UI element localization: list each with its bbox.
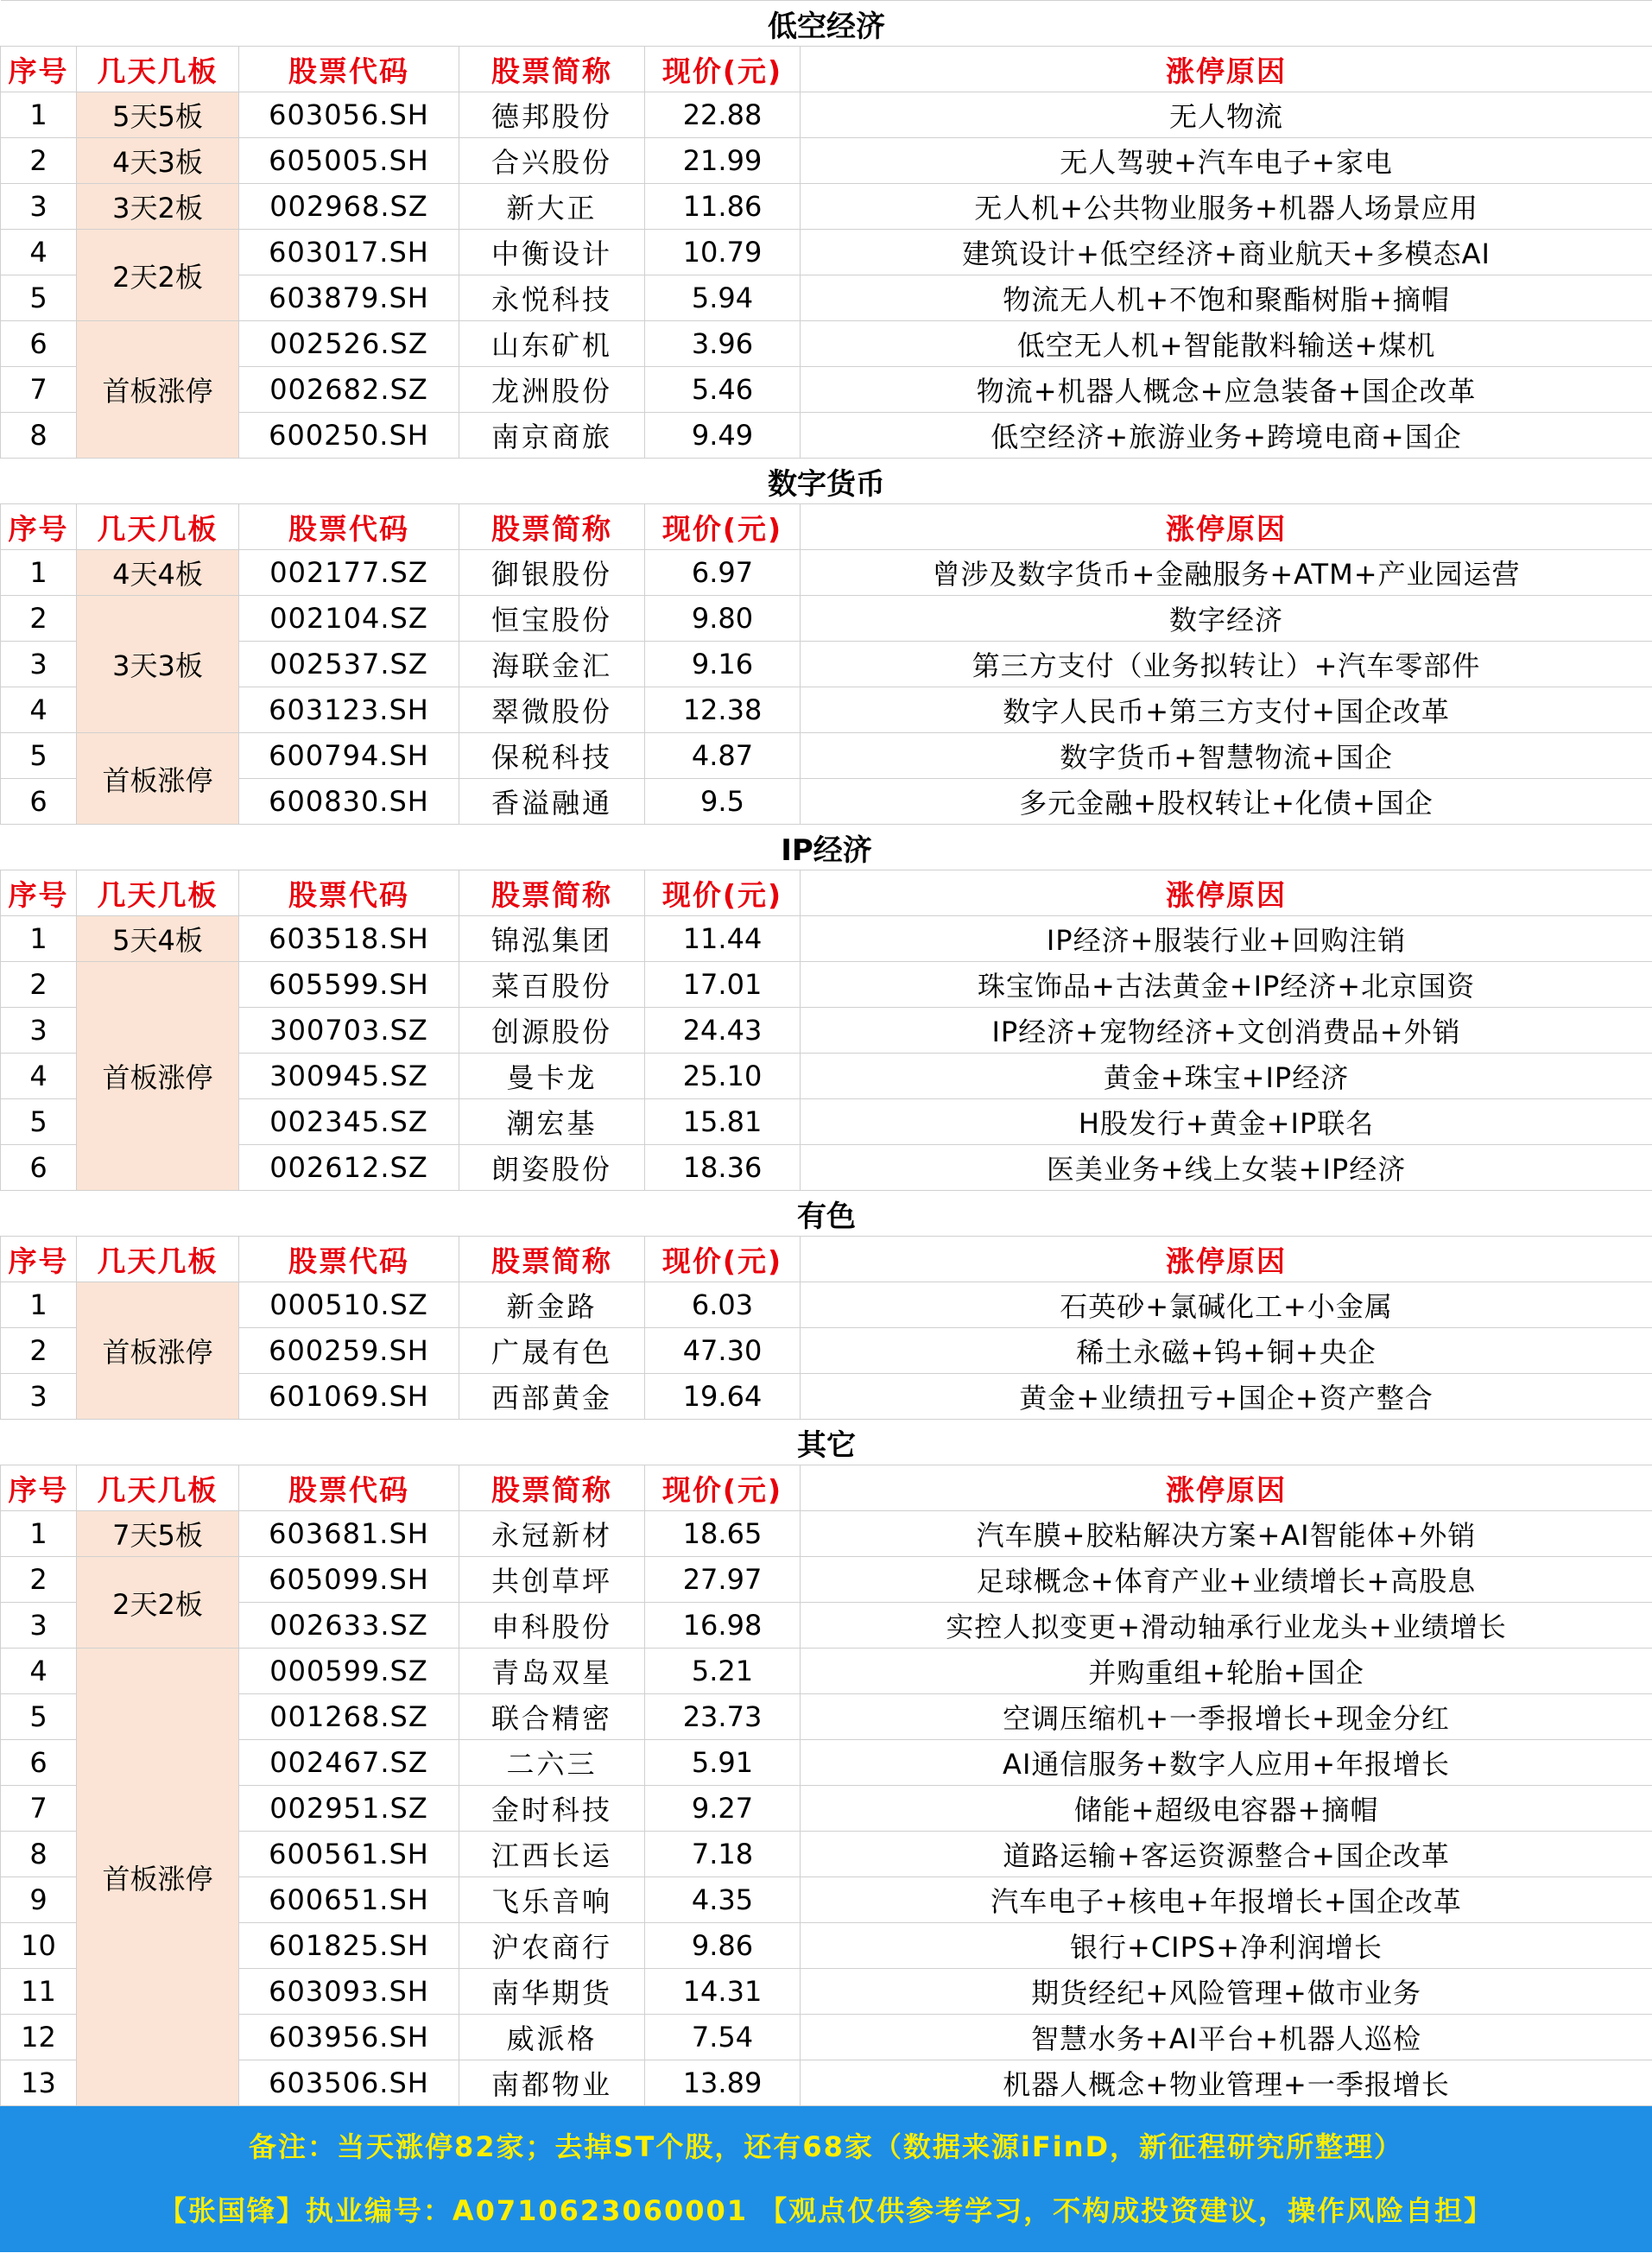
stock-code: 601069.SH <box>239 1374 459 1420</box>
current-price: 9.49 <box>645 413 801 459</box>
row-number: 4 <box>1 687 77 733</box>
current-price: 18.65 <box>645 1511 801 1557</box>
limit-up-reason: 实控人拟变更+滑动轴承行业龙头+业绩增长 <box>801 1603 1652 1649</box>
stock-code: 002682.SZ <box>239 367 459 413</box>
stock-code: 603518.SH <box>239 916 459 962</box>
table-row <box>1 596 1652 642</box>
stock-code: 605599.SH <box>239 962 459 1008</box>
stock-code: 603506.SH <box>239 2060 459 2106</box>
column-header: 现价(元) <box>645 47 801 92</box>
limit-up-reason: 第三方支付（业务拟转让）+汽车零部件 <box>801 642 1652 687</box>
row-number: 1 <box>1 916 77 962</box>
current-price: 9.80 <box>645 596 801 642</box>
table-row <box>1 184 1652 230</box>
table-row <box>1 92 1652 138</box>
row-number: 5 <box>1 733 77 779</box>
row-number: 6 <box>1 1740 77 1786</box>
limit-up-reason: 智慧水务+AI平台+机器人巡检 <box>801 2015 1652 2060</box>
column-header: 序号 <box>1 870 77 916</box>
row-number: 4 <box>1 230 77 275</box>
footer-note: 备注：当天涨停82家；去掉ST个股，还有68家（数据来源iFinD，新征程研究所整理） <box>248 2130 1404 2163</box>
stock-name: 朗姿股份 <box>459 1145 645 1191</box>
stock-code: 603093.SH <box>239 1969 459 2015</box>
current-price: 14.31 <box>645 1969 801 2015</box>
column-header: 涨停原因 <box>801 1465 1652 1511</box>
row-number: 3 <box>1 1008 77 1054</box>
stock-name: 威派格 <box>459 2015 645 2060</box>
column-header: 序号 <box>1 1237 77 1282</box>
column-header: 股票代码 <box>239 1465 459 1511</box>
stock-code: 000510.SZ <box>239 1282 459 1328</box>
limit-up-reason: 期货经纪+风险管理+做市业务 <box>801 1969 1652 2015</box>
row-number: 6 <box>1 779 77 825</box>
board-count: 4天4板 <box>77 550 239 596</box>
row-number: 6 <box>1 321 77 367</box>
stock-code: 002345.SZ <box>239 1099 459 1145</box>
table-row <box>1 138 1652 184</box>
stock-name: 龙洲股份 <box>459 367 645 413</box>
column-header: 涨停原因 <box>801 504 1652 550</box>
row-number: 4 <box>1 1054 77 1099</box>
stock-code: 002177.SZ <box>239 550 459 596</box>
row-number: 1 <box>1 92 77 138</box>
current-price: 5.46 <box>645 367 801 413</box>
board-count: 3天3板 <box>77 596 239 733</box>
current-price: 9.5 <box>645 779 801 825</box>
limit-up-reason: 银行+CIPS+净利润增长 <box>801 1923 1652 1969</box>
current-price: 4.35 <box>645 1877 801 1923</box>
column-header-row <box>1 870 1652 916</box>
table-row <box>1 275 1652 321</box>
row-number: 2 <box>1 1557 77 1603</box>
stock-name: 飞乐音响 <box>459 1877 645 1923</box>
stock-code: 002951.SZ <box>239 1786 459 1832</box>
stock-name: 合兴股份 <box>459 138 645 184</box>
row-number: 2 <box>1 596 77 642</box>
column-header-row <box>1 1465 1652 1511</box>
stock-code: 605099.SH <box>239 1557 459 1603</box>
table-row <box>1 1740 1652 1786</box>
section-title-row <box>1 1420 1652 1465</box>
table-row <box>1 1099 1652 1145</box>
stock-name: 江西长运 <box>459 1832 645 1877</box>
table-row <box>1 1694 1652 1740</box>
section-title-row <box>1 459 1652 504</box>
stock-name: 永悦科技 <box>459 275 645 321</box>
stock-name: 山东矿机 <box>459 321 645 367</box>
current-price: 47.30 <box>645 1328 801 1374</box>
row-number: 5 <box>1 275 77 321</box>
stock-code: 600651.SH <box>239 1877 459 1923</box>
column-header: 股票代码 <box>239 47 459 92</box>
table-row <box>1 916 1652 962</box>
table-row <box>1 230 1652 275</box>
current-price: 15.81 <box>645 1099 801 1145</box>
stock-code: 600561.SH <box>239 1832 459 1877</box>
section-title: 低空经济 <box>1 1 1652 47</box>
current-price: 17.01 <box>645 962 801 1008</box>
column-header-row <box>1 47 1652 92</box>
column-header: 股票简称 <box>459 1465 645 1511</box>
limit-up-reason: 建筑设计+低空经济+商业航天+多模态AI <box>801 230 1652 275</box>
row-number: 1 <box>1 1282 77 1328</box>
board-count: 首板涨停 <box>77 1282 239 1420</box>
table-row <box>1 1786 1652 1832</box>
current-price: 25.10 <box>645 1054 801 1099</box>
column-header: 涨停原因 <box>801 870 1652 916</box>
section-title-row <box>1 1191 1652 1237</box>
row-number: 2 <box>1 1328 77 1374</box>
stock-name: 金时科技 <box>459 1786 645 1832</box>
table-row <box>1 1877 1652 1923</box>
column-header: 几天几板 <box>77 47 239 92</box>
stock-code: 600830.SH <box>239 779 459 825</box>
stock-name: 南都物业 <box>459 2060 645 2106</box>
limit-up-reason: 汽车电子+核电+年报增长+国企改革 <box>801 1877 1652 1923</box>
section-title-row <box>1 825 1652 870</box>
row-number: 1 <box>1 1511 77 1557</box>
column-header-row <box>1 504 1652 550</box>
stock-name: 永冠新材 <box>459 1511 645 1557</box>
section-title-row <box>1 1 1652 47</box>
board-count: 5天4板 <box>77 916 239 962</box>
current-price: 21.99 <box>645 138 801 184</box>
current-price: 7.18 <box>645 1832 801 1877</box>
stock-name: 曼卡龙 <box>459 1054 645 1099</box>
table-row <box>1 321 1652 367</box>
stock-code: 002537.SZ <box>239 642 459 687</box>
column-header: 现价(元) <box>645 870 801 916</box>
table-row <box>1 367 1652 413</box>
column-header: 序号 <box>1 1465 77 1511</box>
current-price: 13.89 <box>645 2060 801 2106</box>
footer-banner <box>0 2106 1652 2252</box>
limit-up-reason: 无人驾驶+汽车电子+家电 <box>801 138 1652 184</box>
stock-code: 600259.SH <box>239 1328 459 1374</box>
current-price: 22.88 <box>645 92 801 138</box>
stock-code: 603681.SH <box>239 1511 459 1557</box>
current-price: 9.16 <box>645 642 801 687</box>
stock-name: 广晟有色 <box>459 1328 645 1374</box>
row-number: 7 <box>1 1786 77 1832</box>
table-row <box>1 642 1652 687</box>
limit-up-reason: 物流+机器人概念+应急装备+国企改革 <box>801 367 1652 413</box>
row-number: 5 <box>1 1099 77 1145</box>
limit-up-reason: H股发行+黄金+IP联名 <box>801 1099 1652 1145</box>
section-title: 有色 <box>1 1191 1652 1237</box>
row-number: 5 <box>1 1694 77 1740</box>
row-number: 4 <box>1 1649 77 1694</box>
limit-up-reason: 稀土永磁+钨+铜+央企 <box>801 1328 1652 1374</box>
table-row <box>1 413 1652 459</box>
board-count: 7天5板 <box>77 1511 239 1557</box>
column-header-row <box>1 1237 1652 1282</box>
table-row <box>1 2015 1652 2060</box>
column-header: 现价(元) <box>645 1465 801 1511</box>
row-number: 9 <box>1 1877 77 1923</box>
limit-up-reason: 空调压缩机+一季报增长+现金分红 <box>801 1694 1652 1740</box>
section-title: 其它 <box>1 1420 1652 1465</box>
stock-name: 南京商旅 <box>459 413 645 459</box>
limit-up-reason: 无人物流 <box>801 92 1652 138</box>
stock-name: 御银股份 <box>459 550 645 596</box>
limit-up-reason: IP经济+宠物经济+文创消费品+外销 <box>801 1008 1652 1054</box>
limit-up-reason: 道路运输+客运资源整合+国企改革 <box>801 1832 1652 1877</box>
board-count: 4天3板 <box>77 138 239 184</box>
stock-code: 002612.SZ <box>239 1145 459 1191</box>
current-price: 5.21 <box>645 1649 801 1694</box>
board-count: 首板涨停 <box>77 1649 239 2106</box>
stock-code: 000599.SZ <box>239 1649 459 1694</box>
row-number: 2 <box>1 962 77 1008</box>
current-price: 11.86 <box>645 184 801 230</box>
row-number: 2 <box>1 138 77 184</box>
stock-code: 002526.SZ <box>239 321 459 367</box>
row-number: 6 <box>1 1145 77 1191</box>
table-row <box>1 733 1652 779</box>
limit-up-reason: 石英砂+氯碱化工+小金属 <box>801 1282 1652 1328</box>
table-row <box>1 1832 1652 1877</box>
stock-name: 新大正 <box>459 184 645 230</box>
row-number: 8 <box>1 413 77 459</box>
limit-up-reason: AI通信服务+数字人应用+年报增长 <box>801 1740 1652 1786</box>
stock-name: 申科股份 <box>459 1603 645 1649</box>
column-header: 涨停原因 <box>801 1237 1652 1282</box>
row-number: 11 <box>1 1969 77 2015</box>
stock-code: 605005.SH <box>239 138 459 184</box>
column-header: 现价(元) <box>645 504 801 550</box>
board-count: 首板涨停 <box>77 962 239 1191</box>
table-row <box>1 2060 1652 2106</box>
limit-up-reason: 数字货币+智慧物流+国企 <box>801 733 1652 779</box>
section-title: 数字货币 <box>1 459 1652 504</box>
stock-code: 600250.SH <box>239 413 459 459</box>
limit-up-reason: 珠宝饰品+古法黄金+IP经济+北京国资 <box>801 962 1652 1008</box>
stock-code: 601825.SH <box>239 1923 459 1969</box>
limit-up-reason: 多元金融+股权转让+化债+国企 <box>801 779 1652 825</box>
current-price: 9.86 <box>645 1923 801 1969</box>
limit-up-reason: 足球概念+体育产业+业绩增长+高股息 <box>801 1557 1652 1603</box>
stock-name: 联合精密 <box>459 1694 645 1740</box>
stock-name: 菜百股份 <box>459 962 645 1008</box>
limit-up-reason: 物流无人机+不饱和聚酯树脂+摘帽 <box>801 275 1652 321</box>
limit-up-reason: 储能+超级电容器+摘帽 <box>801 1786 1652 1832</box>
column-header: 股票代码 <box>239 870 459 916</box>
stock-code: 603017.SH <box>239 230 459 275</box>
stock-name: 南华期货 <box>459 1969 645 2015</box>
column-header: 现价(元) <box>645 1237 801 1282</box>
column-header: 股票简称 <box>459 1237 645 1282</box>
limit-up-reason: 数字人民币+第三方支付+国企改革 <box>801 687 1652 733</box>
table-row <box>1 1511 1652 1557</box>
row-number: 12 <box>1 2015 77 2060</box>
table-row <box>1 962 1652 1008</box>
column-header: 股票简称 <box>459 504 645 550</box>
table-row <box>1 1374 1652 1420</box>
current-price: 6.97 <box>645 550 801 596</box>
limit-up-reason: 并购重组+轮胎+国企 <box>801 1649 1652 1694</box>
stock-code: 002968.SZ <box>239 184 459 230</box>
stock-name: 创源股份 <box>459 1008 645 1054</box>
limit-up-reason: 黄金+业绩扭亏+国企+资产整合 <box>801 1374 1652 1420</box>
column-header: 股票简称 <box>459 47 645 92</box>
current-price: 24.43 <box>645 1008 801 1054</box>
table-row <box>1 1145 1652 1191</box>
stock-name: 沪农商行 <box>459 1923 645 1969</box>
row-number: 3 <box>1 1374 77 1420</box>
board-count: 5天5板 <box>77 92 239 138</box>
stock-code: 002104.SZ <box>239 596 459 642</box>
current-price: 3.96 <box>645 321 801 367</box>
current-price: 4.87 <box>645 733 801 779</box>
stock-name: 共创草坪 <box>459 1557 645 1603</box>
limit-up-reason: 数字经济 <box>801 596 1652 642</box>
row-number: 13 <box>1 2060 77 2106</box>
stock-name: 保税科技 <box>459 733 645 779</box>
stock-name: 翠微股份 <box>459 687 645 733</box>
stock-name: 德邦股份 <box>459 92 645 138</box>
stock-code: 002467.SZ <box>239 1740 459 1786</box>
limit-up-reason: IP经济+服装行业+回购注销 <box>801 916 1652 962</box>
stock-name: 青岛双星 <box>459 1649 645 1694</box>
stock-name: 锦泓集团 <box>459 916 645 962</box>
stock-name: 二六三 <box>459 1740 645 1786</box>
footer-author-disclaimer: 【张国锋】执业编号：A0710623060001 【观点仅供参考学习，不构成投资建议，操作风险自担】 <box>158 2194 1494 2227</box>
current-price: 6.03 <box>645 1282 801 1328</box>
limit-up-reason: 医美业务+线上女装+IP经济 <box>801 1145 1652 1191</box>
stock-code: 300703.SZ <box>239 1008 459 1054</box>
stock-code: 603123.SH <box>239 687 459 733</box>
limit-up-reason: 机器人概念+物业管理+一季报增长 <box>801 2060 1652 2106</box>
stock-code: 001268.SZ <box>239 1694 459 1740</box>
current-price: 19.64 <box>645 1374 801 1420</box>
stock-name: 恒宝股份 <box>459 596 645 642</box>
board-count: 首板涨停 <box>77 733 239 825</box>
board-count: 首板涨停 <box>77 321 239 459</box>
row-number: 7 <box>1 367 77 413</box>
current-price: 12.38 <box>645 687 801 733</box>
current-price: 11.44 <box>645 916 801 962</box>
current-price: 27.97 <box>645 1557 801 1603</box>
row-number: 10 <box>1 1923 77 1969</box>
table-row <box>1 1923 1652 1969</box>
current-price: 5.91 <box>645 1740 801 1786</box>
row-number: 3 <box>1 184 77 230</box>
column-header: 几天几板 <box>77 1237 239 1282</box>
limit-up-reason: 低空无人机+智能散料输送+煤机 <box>801 321 1652 367</box>
limit-up-reason: 黄金+珠宝+IP经济 <box>801 1054 1652 1099</box>
stock-name: 海联金汇 <box>459 642 645 687</box>
table-row <box>1 1557 1652 1603</box>
current-price: 7.54 <box>645 2015 801 2060</box>
board-count: 2天2板 <box>77 1557 239 1649</box>
stock-code: 600794.SH <box>239 733 459 779</box>
stock-code: 603056.SH <box>239 92 459 138</box>
column-header: 股票简称 <box>459 870 645 916</box>
stock-code: 603879.SH <box>239 275 459 321</box>
stock-code: 002633.SZ <box>239 1603 459 1649</box>
current-price: 5.94 <box>645 275 801 321</box>
board-count: 3天2板 <box>77 184 239 230</box>
stock-name: 新金路 <box>459 1282 645 1328</box>
limit-up-reason: 曾涉及数字货币+金融服务+ATM+产业园运营 <box>801 550 1652 596</box>
row-number: 1 <box>1 550 77 596</box>
current-price: 10.79 <box>645 230 801 275</box>
column-header: 序号 <box>1 504 77 550</box>
table-row <box>1 687 1652 733</box>
table-row <box>1 1649 1652 1694</box>
table-row <box>1 1054 1652 1099</box>
stock-code: 300945.SZ <box>239 1054 459 1099</box>
limit-up-reason: 汽车膜+胶粘解决方案+AI智能体+外销 <box>801 1511 1652 1557</box>
current-price: 18.36 <box>645 1145 801 1191</box>
table-row <box>1 1008 1652 1054</box>
table-row <box>1 1328 1652 1374</box>
current-price: 16.98 <box>645 1603 801 1649</box>
column-header: 几天几板 <box>77 1465 239 1511</box>
row-number: 3 <box>1 642 77 687</box>
column-header: 序号 <box>1 47 77 92</box>
column-header: 几天几板 <box>77 504 239 550</box>
table-row <box>1 779 1652 825</box>
table-row <box>1 1969 1652 2015</box>
table-row <box>1 1282 1652 1328</box>
current-price: 23.73 <box>645 1694 801 1740</box>
table-row <box>1 550 1652 596</box>
table-row <box>1 1603 1652 1649</box>
limit-up-reason: 低空经济+旅游业务+跨境电商+国企 <box>801 413 1652 459</box>
stock-name: 香溢融通 <box>459 779 645 825</box>
board-count: 2天2板 <box>77 230 239 321</box>
table-body <box>1 1 1652 2106</box>
row-number: 8 <box>1 1832 77 1877</box>
section-title: IP经济 <box>1 825 1652 870</box>
stock-name: 西部黄金 <box>459 1374 645 1420</box>
column-header: 股票代码 <box>239 504 459 550</box>
column-header: 几天几板 <box>77 870 239 916</box>
column-header: 涨停原因 <box>801 47 1652 92</box>
column-header: 股票代码 <box>239 1237 459 1282</box>
stock-name: 潮宏基 <box>459 1099 645 1145</box>
row-number: 3 <box>1 1603 77 1649</box>
stock-name: 中衡设计 <box>459 230 645 275</box>
limit-up-reason: 无人机+公共物业服务+机器人场景应用 <box>801 184 1652 230</box>
current-price: 9.27 <box>645 1786 801 1832</box>
stock-code: 603956.SH <box>239 2015 459 2060</box>
